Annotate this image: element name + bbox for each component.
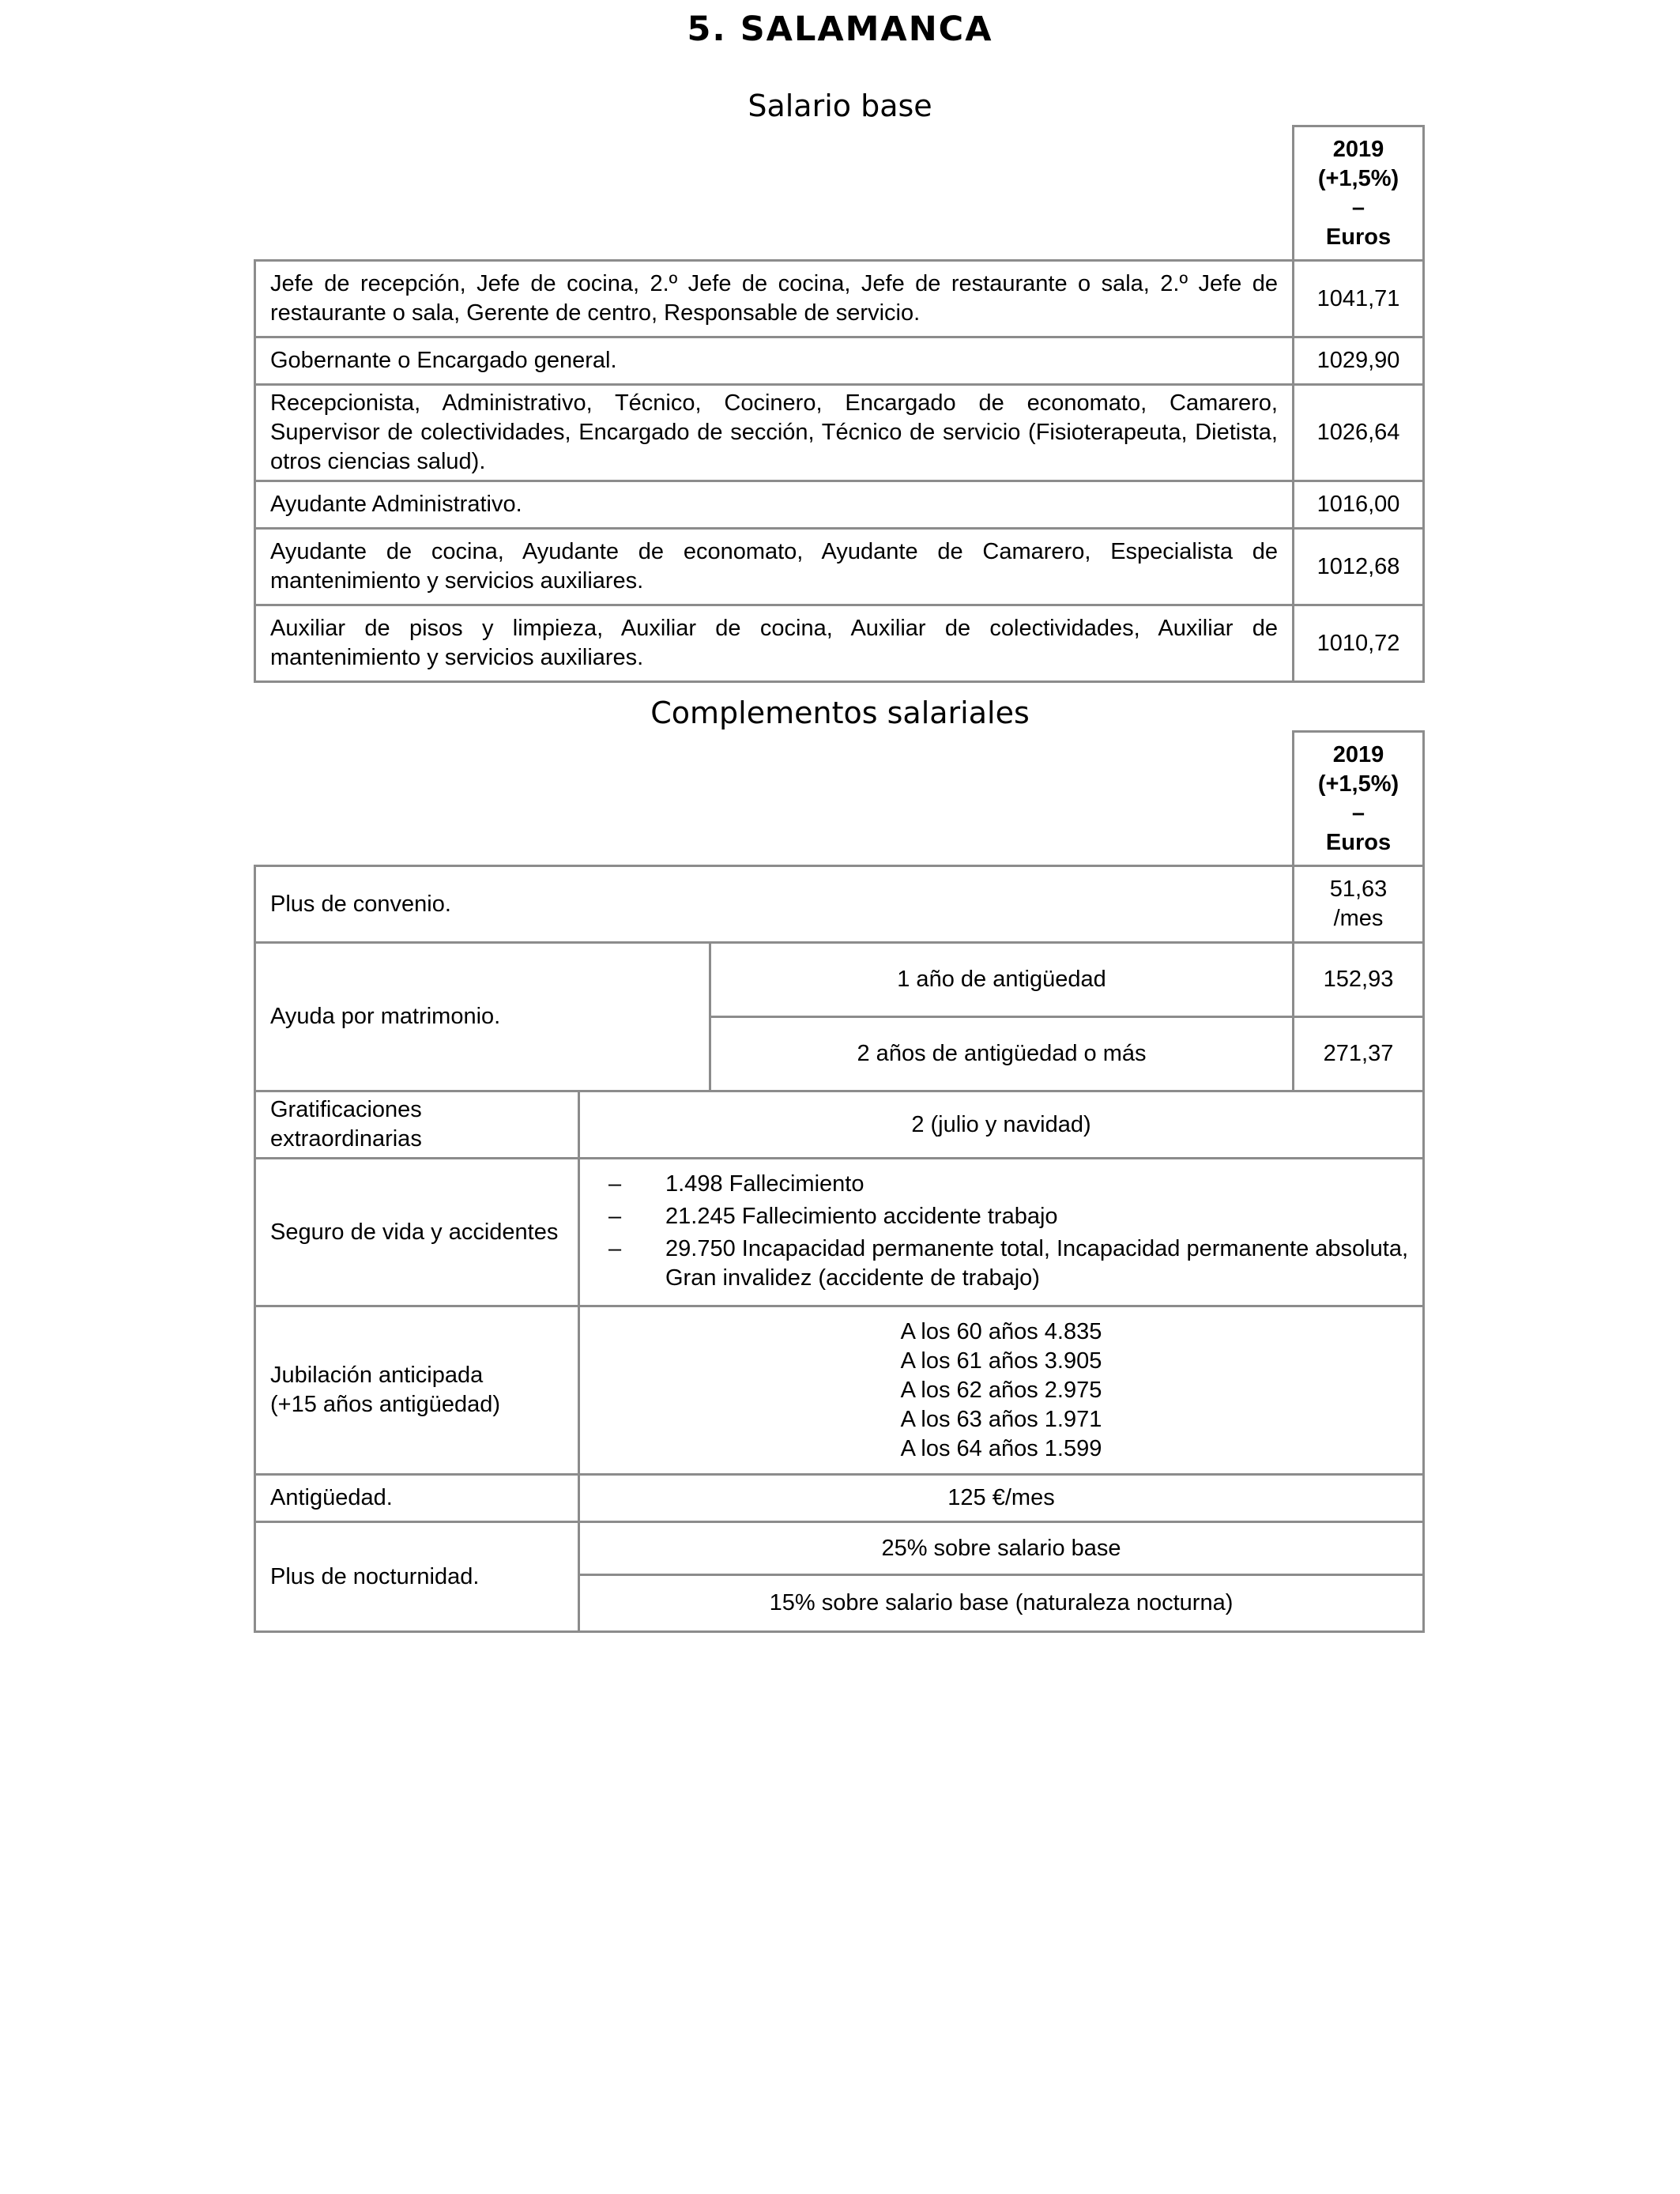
seguro-list-cell [579,1159,1424,1306]
nocturnidad-label: Plus de nocturnidad. [255,1522,579,1632]
antiguedad-label: Antigüedad. [255,1475,579,1522]
matrimonio-sub-label: 2 años de antigüedad o más [710,1017,1294,1091]
salary-value: 1012,68 [1294,529,1424,605]
complementos-table [254,730,1425,1633]
gratificaciones-value: 2 (julio y navidad) [579,1091,1424,1159]
plus-convenio-label: Plus de convenio. [255,866,1294,943]
table-header-row [255,732,1424,866]
table-row [255,605,1424,682]
plus-convenio-row [255,866,1424,943]
complementos-title: Complementos salariales [650,696,1030,730]
category-label: Ayudante de cocina, Ayudante de economato, Ayudante de Camarero, Especialista de mantenimiento y servicios auxiliares. [255,529,1294,605]
jubilacion-item: A los 61 años 3.905 [900,1348,1102,1374]
matrimonio-sub-value: 271,37 [1294,1017,1424,1091]
category-label: Gobernante o Encargado general. [255,337,1294,385]
plus-convenio-value [1294,866,1424,943]
category-label: Auxiliar de pisos y limpieza, Auxiliar de cocina, Auxiliar de colectividades, Auxiliar de mantenimiento y servicios auxiliares. [255,605,1294,682]
nocturnidad-value: 15% sobre salario base (naturaleza nocturna) [579,1575,1424,1632]
salario-base-table [254,125,1425,683]
table-row [255,481,1424,529]
seguro-row [255,1159,1424,1306]
category-label: Recepcionista, Administrativo, Técnico, Cocinero, Encargado de economato, Camarero, Supervisor de colectividades, Encargado de sección, Técnico de servicio (Fisioterapeuta, Dietista, otros ciencias salud). [255,385,1294,481]
blank-header-cell [255,126,1294,261]
jubilacion-row [255,1306,1424,1475]
matrimonio-label: Ayuda por matrimonio. [255,943,710,1091]
table-row [255,385,1424,481]
jubilacion-values [579,1306,1424,1475]
jubilacion-label-line: (+15 años antigüedad) [270,1392,501,1417]
jubilacion-label-line: Jubilación anticipada [270,1363,484,1388]
gratificaciones-row [255,1091,1424,1159]
list-item [608,1235,1408,1293]
nocturnidad-row [255,1522,1424,1575]
blank-header-cell [255,732,1294,866]
salary-value: 1026,64 [1294,385,1424,481]
jubilacion-item: A los 64 años 1.599 [900,1435,1102,1461]
jubilacion-item: A los 62 años 2.975 [900,1377,1102,1403]
header-currency: Euros [1325,224,1392,250]
category-label: Jefe de recepción, Jefe de cocina, 2.º Jefe de cocina, Jefe de restaurante o sala, 2.º Jefe de restaurante o sala, Gerente de centro, Responsable de servicio. [255,261,1294,337]
list-item-text: 29.750 Incapacidad permanente total, Incapacidad permanente absoluta, Gran invalidez (accidente de trabajo) [665,1236,1408,1291]
list-item [608,1170,1408,1199]
table-row [255,337,1424,385]
matrimonio-row [255,943,1424,1017]
dash-bullet: – [608,1236,622,1261]
jubilacion-item: A los 60 años 4.835 [900,1318,1102,1344]
table-header-row [255,126,1424,261]
seguro-list [594,1170,1408,1293]
antiguedad-value: 125 €/mes [579,1475,1424,1522]
salary-value: 1041,71 [1294,261,1424,337]
salary-value: 1029,90 [1294,337,1424,385]
plus-convenio-unit: /mes [1333,906,1384,931]
category-label: Ayudante Administrativo. [255,481,1294,529]
jubilacion-item: A los 63 años 1.971 [900,1406,1102,1432]
gratificaciones-label: Gratificaciones extraordinarias [255,1091,579,1159]
year-header [1294,732,1424,866]
header-dash: – [1351,800,1365,826]
jubilacion-label [255,1306,579,1475]
dash-bullet: – [608,1204,622,1229]
header-increase: (+1,5%) [1317,165,1399,191]
list-item [608,1202,1408,1231]
table-row [255,261,1424,337]
list-item-text: 21.245 Fallecimiento accidente trabajo [665,1204,1058,1229]
salary-value: 1010,72 [1294,605,1424,682]
salary-value: 1016,00 [1294,481,1424,529]
header-currency: Euros [1325,829,1392,855]
header-dash: – [1351,194,1365,221]
dash-bullet: – [608,1171,622,1197]
year-header [1294,126,1424,261]
header-increase: (+1,5%) [1317,771,1399,797]
table-row [255,529,1424,605]
matrimonio-sub-value: 152,93 [1294,943,1424,1017]
seguro-label: Seguro de vida y accidentes [255,1159,579,1306]
header-year: 2019 [1332,136,1384,162]
nocturnidad-value: 25% sobre salario base [579,1522,1424,1575]
page-title: 5. SALAMANCA [687,9,993,49]
header-year: 2019 [1332,741,1384,767]
list-item-text: 1.498 Fallecimiento [665,1171,864,1197]
plus-convenio-amount: 51,63 [1329,876,1388,902]
antiguedad-row [255,1475,1424,1522]
matrimonio-sub-label: 1 año de antigüedad [710,943,1294,1017]
salario-base-title: Salario base [748,89,932,123]
